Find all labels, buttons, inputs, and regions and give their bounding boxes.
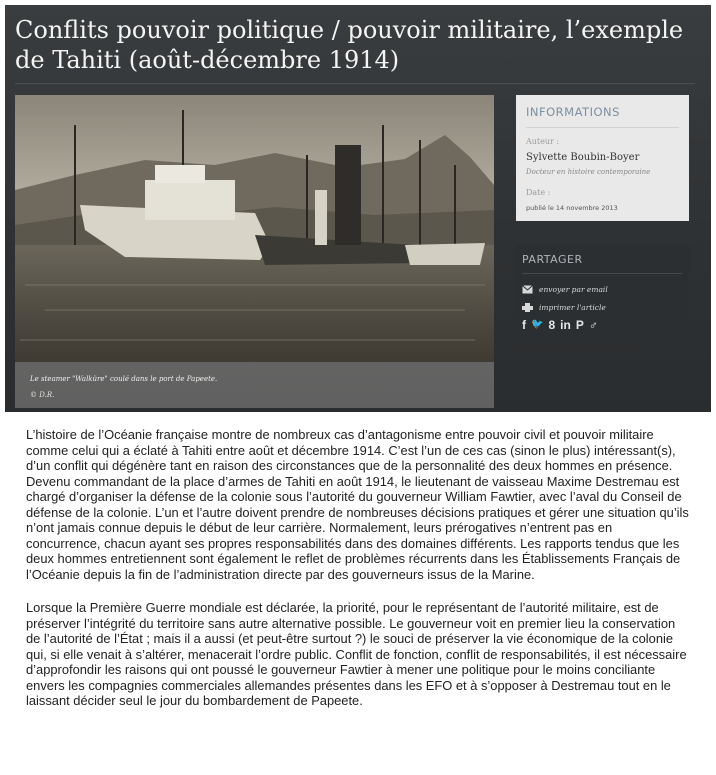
envelope-icon [522, 285, 533, 294]
paragraph: Lorsque la Première Guerre mondiale est déclarée, la priorité, pour le représentant de l’autorité militaire, est de préserver l’intégrité du territoire sans autre alternative possible. Le gouverneur voit en premier lieu la conservation de l’autorité de l’État ; mais il a aussi (et peut-être surtout ?) le souci de préserver la vie économique de la colonie qui, si elle venait à s’altérer, menacerait l’ordre public. Conflit de fonction, conflit de responsabilités, il est nécessaire d’approfondir les raisons qui ont poussé le gouverneur Fawtier à mener une politique pour le moins conciliante envers les compagnies commerciales allemandes présentes dans les EFO et à s’opposer à Destremau tout en le laissant décider seul le jour du bombardement de Papeete. [26, 600, 687, 708]
print-link[interactable] [522, 301, 606, 313]
google-plus-icon[interactable]: 8 [548, 318, 556, 332]
email-share-link[interactable] [522, 283, 608, 295]
info-heading: INFORMATIONS [526, 105, 620, 119]
pinterest-icon[interactable]: P [575, 318, 584, 332]
info-panel [516, 95, 689, 221]
author-label: Auteur : [526, 137, 560, 146]
social-links [522, 319, 598, 331]
author-title: Docteur en histoire contemporaine [526, 168, 651, 176]
info-divider [526, 127, 679, 128]
share-divider [522, 273, 682, 274]
article-body [26, 427, 690, 727]
photo-credit: © D.R. [30, 391, 55, 399]
author-name[interactable]: Sylvette Boubin-Boyer [526, 152, 640, 163]
facebook-icon[interactable]: f [522, 318, 526, 332]
publish-date: publié le 14 novembre 2013 [526, 204, 618, 212]
photo-caption-bar [15, 362, 494, 408]
print-label: imprimer l'article [539, 302, 606, 312]
article-photo [15, 95, 494, 408]
viadeo-icon[interactable]: ♂ [588, 318, 598, 332]
title-divider [15, 83, 695, 84]
article-header [5, 5, 711, 412]
share-panel [516, 244, 689, 339]
date-label: Date : [526, 188, 551, 197]
photo-caption: Le steamer "Walküre" coulé dans le port de Papeete. [30, 375, 218, 383]
linkedin-icon[interactable]: in [560, 318, 571, 332]
page-title: Conflits pouvoir politique / pouvoir militaire, l’exemple de Tahiti (août-décembre 1914) [15, 16, 684, 74]
share-heading: PARTAGER [522, 253, 583, 266]
paragraph: L’histoire de l’Océanie française montre de nombreux cas d’antagonisme entre pouvoir civil et pouvoir militaire comme celui qui a éclaté à Tahiti entre août et décembre 1914. C’est l’un de ces cas (sinon le plus) intéressant(s), d’un conflit qui dégénère tant en raison des circonstances que de la personnalité des deux hommes en présence. Devenu commandant de la place d’armes de Tahiti en août 1914, le lieutenant de vaisseau Maxime Destremau est chargé d’organiser la défense de la colonie sous l’autorité du gouverneur William Fawtier, avec l’aval du Conseil de défense de la colonie. L’un et l’autre doivent prendre de nombreuses décisions pratiques et gérer une situation qu’ils n’ont jamais connue depuis le début de leur carrière. Normalement, leurs prérogatives n’entrent pas en concurrence, chacun ayant ses propres responsabilités dans des domaines différents. Les rapports tendus que les deux hommes entretiennent sont également le reflet de problèmes récurrents dans les Établissements Français de l’Océanie depuis la fin de l’administration directe par des gouverneurs issus de la Marine. [26, 427, 689, 582]
twitter-icon[interactable]: 🐦 [531, 319, 544, 330]
email-share-label: envoyer par email [539, 284, 608, 294]
printer-icon [522, 303, 533, 312]
